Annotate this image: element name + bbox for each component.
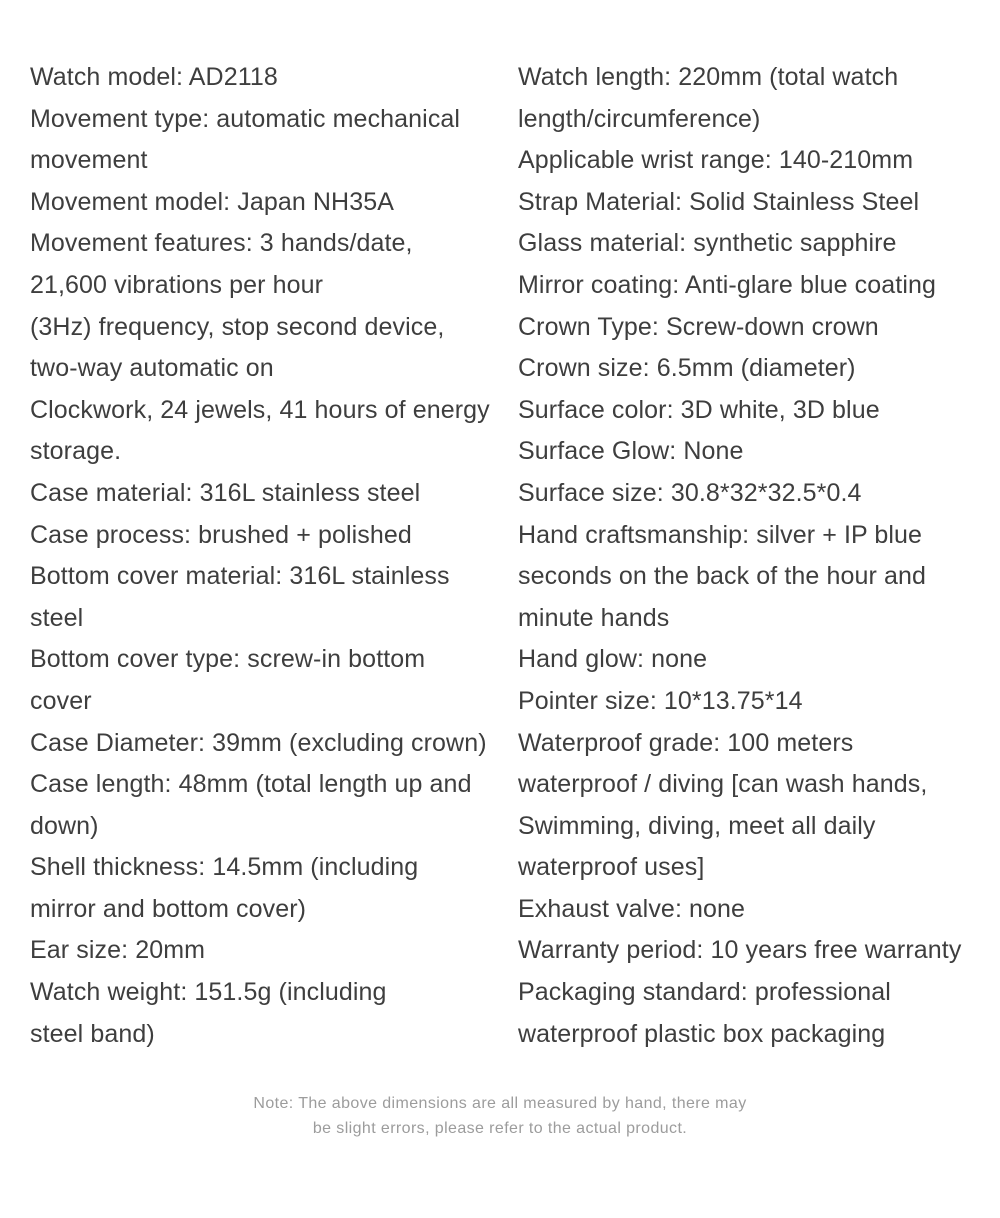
spec-line: Case process: brushed + polished (30, 520, 412, 549)
spec-line: Crown Type: Screw-down crown (518, 312, 879, 341)
spec-line: Warranty period: 10 years free warranty (518, 936, 962, 965)
spec-line: movement (30, 146, 148, 175)
spec-line: (3Hz) frequency, stop second device, (30, 312, 445, 341)
spec-line: Bottom cover material: 316L stainless (30, 562, 450, 591)
spec-line: Hand glow: none (518, 645, 708, 674)
spec-line: Clockwork, 24 jewels, 41 hours of energy (30, 395, 490, 424)
spec-line: waterproof plastic box packaging (518, 1019, 886, 1048)
spec-line: Crown size: 6.5mm (diameter) (518, 354, 856, 383)
spec-line: Mirror coating: Anti-glare blue coating (518, 270, 936, 299)
spec-line: Watch weight: 151.5g (including (30, 978, 387, 1007)
spec-column-left (30, 57, 490, 1055)
spec-line: Shell thickness: 14.5mm (including (30, 853, 419, 882)
spec-line: Hand craftsmanship: silver + IP blue (518, 520, 923, 549)
spec-line: Pointer size: 10*13.75*14 (518, 686, 803, 715)
measurement-note (0, 1091, 1000, 1141)
note-line: Note: The above dimensions are all measured by hand, there may (253, 1095, 747, 1112)
spec-line: seconds on the back of the hour and (518, 562, 926, 591)
spec-line: Bottom cover type: screw-in bottom (30, 645, 426, 674)
spec-line: steel (30, 603, 84, 632)
spec-line: steel band) (30, 1019, 155, 1048)
spec-line: waterproof / diving [can wash hands, (518, 770, 928, 799)
spec-line: mirror and bottom cover) (30, 894, 307, 923)
spec-line: minute hands (518, 603, 670, 632)
spec-line: Watch length: 220mm (total watch (518, 63, 899, 91)
spec-line: cover (30, 686, 92, 715)
note-line: be slight errors, please refer to the actual product. (312, 1120, 688, 1137)
spec-line: Packaging standard: professional (518, 978, 891, 1007)
spec-line: Case Diameter: 39mm (excluding crown) (30, 728, 487, 757)
spec-line: Watch model: AD2118 (30, 63, 278, 91)
spec-line: Ear size: 20mm (30, 936, 206, 965)
spec-line: two-way automatic on (30, 354, 274, 383)
spec-line: storage. (30, 437, 122, 466)
spec-line: Surface size: 30.8*32*32.5*0.4 (518, 478, 862, 507)
spec-line: waterproof uses] (518, 853, 705, 882)
spec-line: 21,600 vibrations per hour (30, 270, 324, 299)
spec-line: Surface Glow: None (518, 437, 744, 466)
spec-line: Surface color: 3D white, 3D blue (518, 395, 880, 424)
spec-line: Waterproof grade: 100 meters (518, 728, 854, 757)
spec-line: Glass material: synthetic sapphire (518, 229, 897, 258)
spec-line: length/circumference) (518, 104, 761, 133)
spec-line: Case length: 48mm (total length up and (30, 770, 472, 799)
spec-line: Strap Material: Solid Stainless Steel (518, 187, 920, 216)
spec-line: Movement features: 3 hands/date, (30, 229, 413, 258)
spec-column-right (518, 57, 961, 1055)
spec-line: Case material: 316L stainless steel (30, 478, 421, 507)
spec-line: down) (30, 811, 99, 840)
spec-line: Movement model: Japan NH35A (30, 187, 394, 216)
spec-line: Movement type: automatic mechanical (30, 104, 461, 133)
spec-line: Applicable wrist range: 140-210mm (518, 146, 914, 175)
spec-line: Exhaust valve: none (518, 894, 746, 923)
spec-line: Swimming, diving, meet all daily (518, 811, 876, 840)
